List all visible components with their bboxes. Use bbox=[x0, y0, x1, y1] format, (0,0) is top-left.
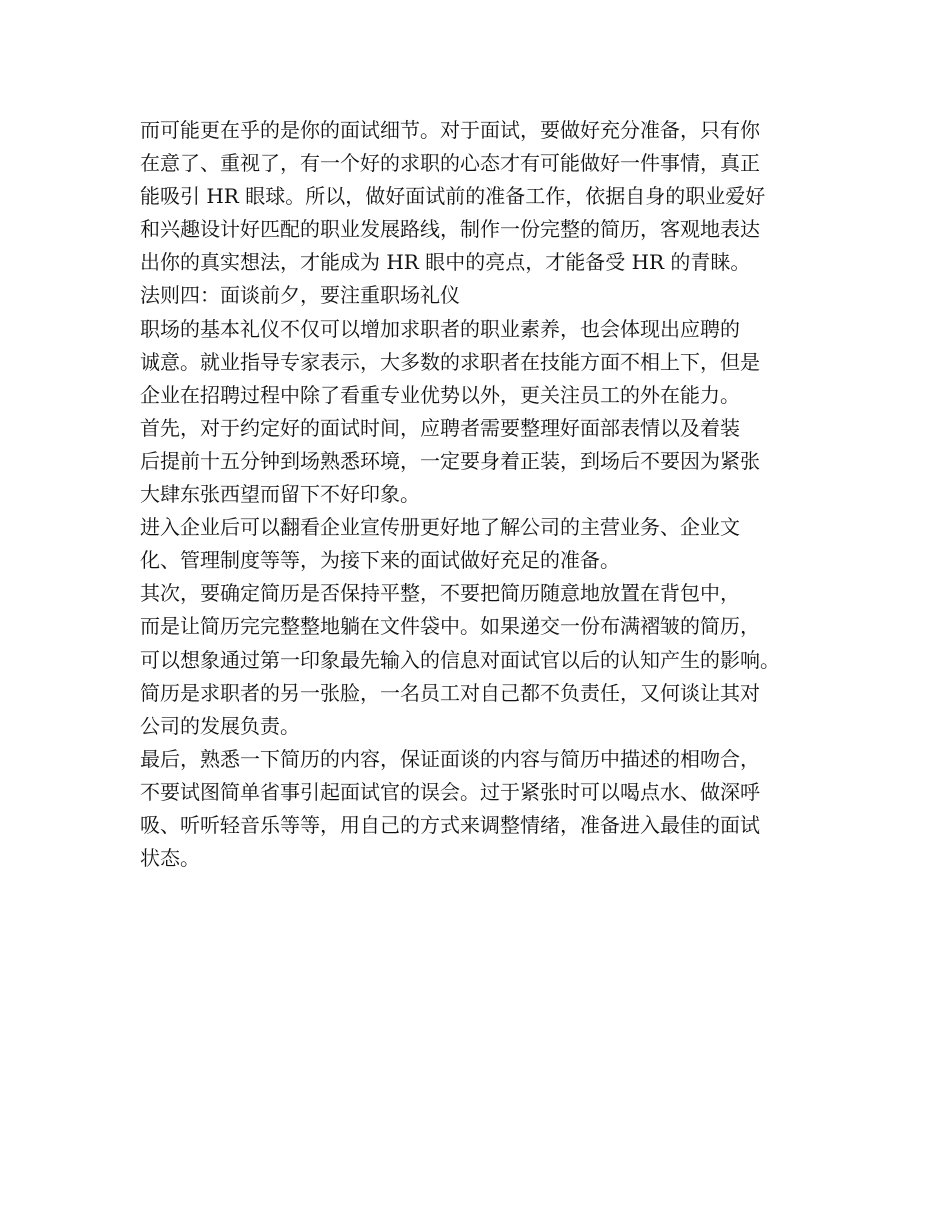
text-line: 进入企业后可以翻看企业宣传册更好地了解公司的主营业务、企业文 bbox=[140, 515, 740, 540]
section-heading-rule-four bbox=[140, 279, 830, 312]
text-line: 和兴趣设计好匹配的职业发展路线，制作一份完整的简历，客观地表达 bbox=[140, 217, 760, 242]
text-line: 出你的真实想法，才能成为 HR 眼中的亮点，才能备受 HR 的青睐。 bbox=[140, 250, 751, 275]
text-line: 化、管理制度等等，为接下来的面试做好充足的准备。 bbox=[140, 548, 620, 573]
paragraph-first-step bbox=[140, 412, 830, 511]
document-body bbox=[140, 114, 830, 875]
paragraph-etiquette-intro bbox=[140, 313, 830, 412]
text-line: 其次，要确定简历是否保持平整，不要把简历随意地放置在背包中， bbox=[140, 581, 740, 606]
text-line: 最后，熟悉一下简历的内容，保证面谈的内容与简历中描述的相吻合， bbox=[140, 746, 760, 771]
paragraph-enter-company bbox=[140, 511, 830, 577]
text-line: 能吸引 HR 眼球。所以，做好面试前的准备工作，依据自身的职业爱好 bbox=[140, 184, 766, 209]
text-line: 后提前十五分钟到场熟悉环境，一定要身着正装，到场后不要因为紧张 bbox=[140, 448, 760, 473]
text-line: 企业在招聘过程中除了看重专业优势以外，更关注员工的外在能力。 bbox=[140, 382, 740, 407]
text-line: 吸、听听轻音乐等等，用自己的方式来调整情绪，准备进入最佳的面试 bbox=[140, 812, 760, 837]
text-line: 而可能更在乎的是你的面试细节。对于面试，要做好充分准备，只有你 bbox=[140, 118, 760, 142]
text-line: 不要试图简单省事引起面试官的误会。过于紧张时可以喝点水、做深呼 bbox=[140, 779, 760, 804]
text-line: 而是让简历完完整整地躺在文件袋中。如果递交一份布满褶皱的简历， bbox=[140, 614, 760, 639]
text-line: 简历是求职者的另一张脸，一名员工对自己都不负责任，又何谈让其对 bbox=[140, 680, 760, 705]
text-line: 状态。 bbox=[140, 846, 200, 871]
text-line: 首先，对于约定好的面试时间，应聘者需要整理好面部表情以及着装 bbox=[140, 415, 740, 440]
paragraph-final-step bbox=[140, 743, 830, 875]
text-line: 诚意。就业指导专家表示，大多数的求职者在技能方面不相上下，但是 bbox=[140, 349, 760, 374]
text-line: 职场的基本礼仪不仅可以增加求职者的职业素养，也会体现出应聘的 bbox=[140, 316, 740, 341]
text-line: 可以想象通过第一印象最先输入的信息对面试官以后的认知产生的影响。 bbox=[140, 647, 780, 672]
text-line: 大肆东张西望而留下不好印象。 bbox=[140, 482, 420, 507]
paragraph-second-step bbox=[140, 577, 830, 742]
text-line: 在意了、重视了，有一个好的求职的心态才有可能做好一件事情，真正 bbox=[140, 151, 760, 176]
paragraph-interview-detail bbox=[140, 114, 830, 279]
text-line: 公司的发展负责。 bbox=[140, 713, 300, 738]
text-line: 法则四：面谈前夕，要注重职场礼仪 bbox=[140, 283, 460, 308]
